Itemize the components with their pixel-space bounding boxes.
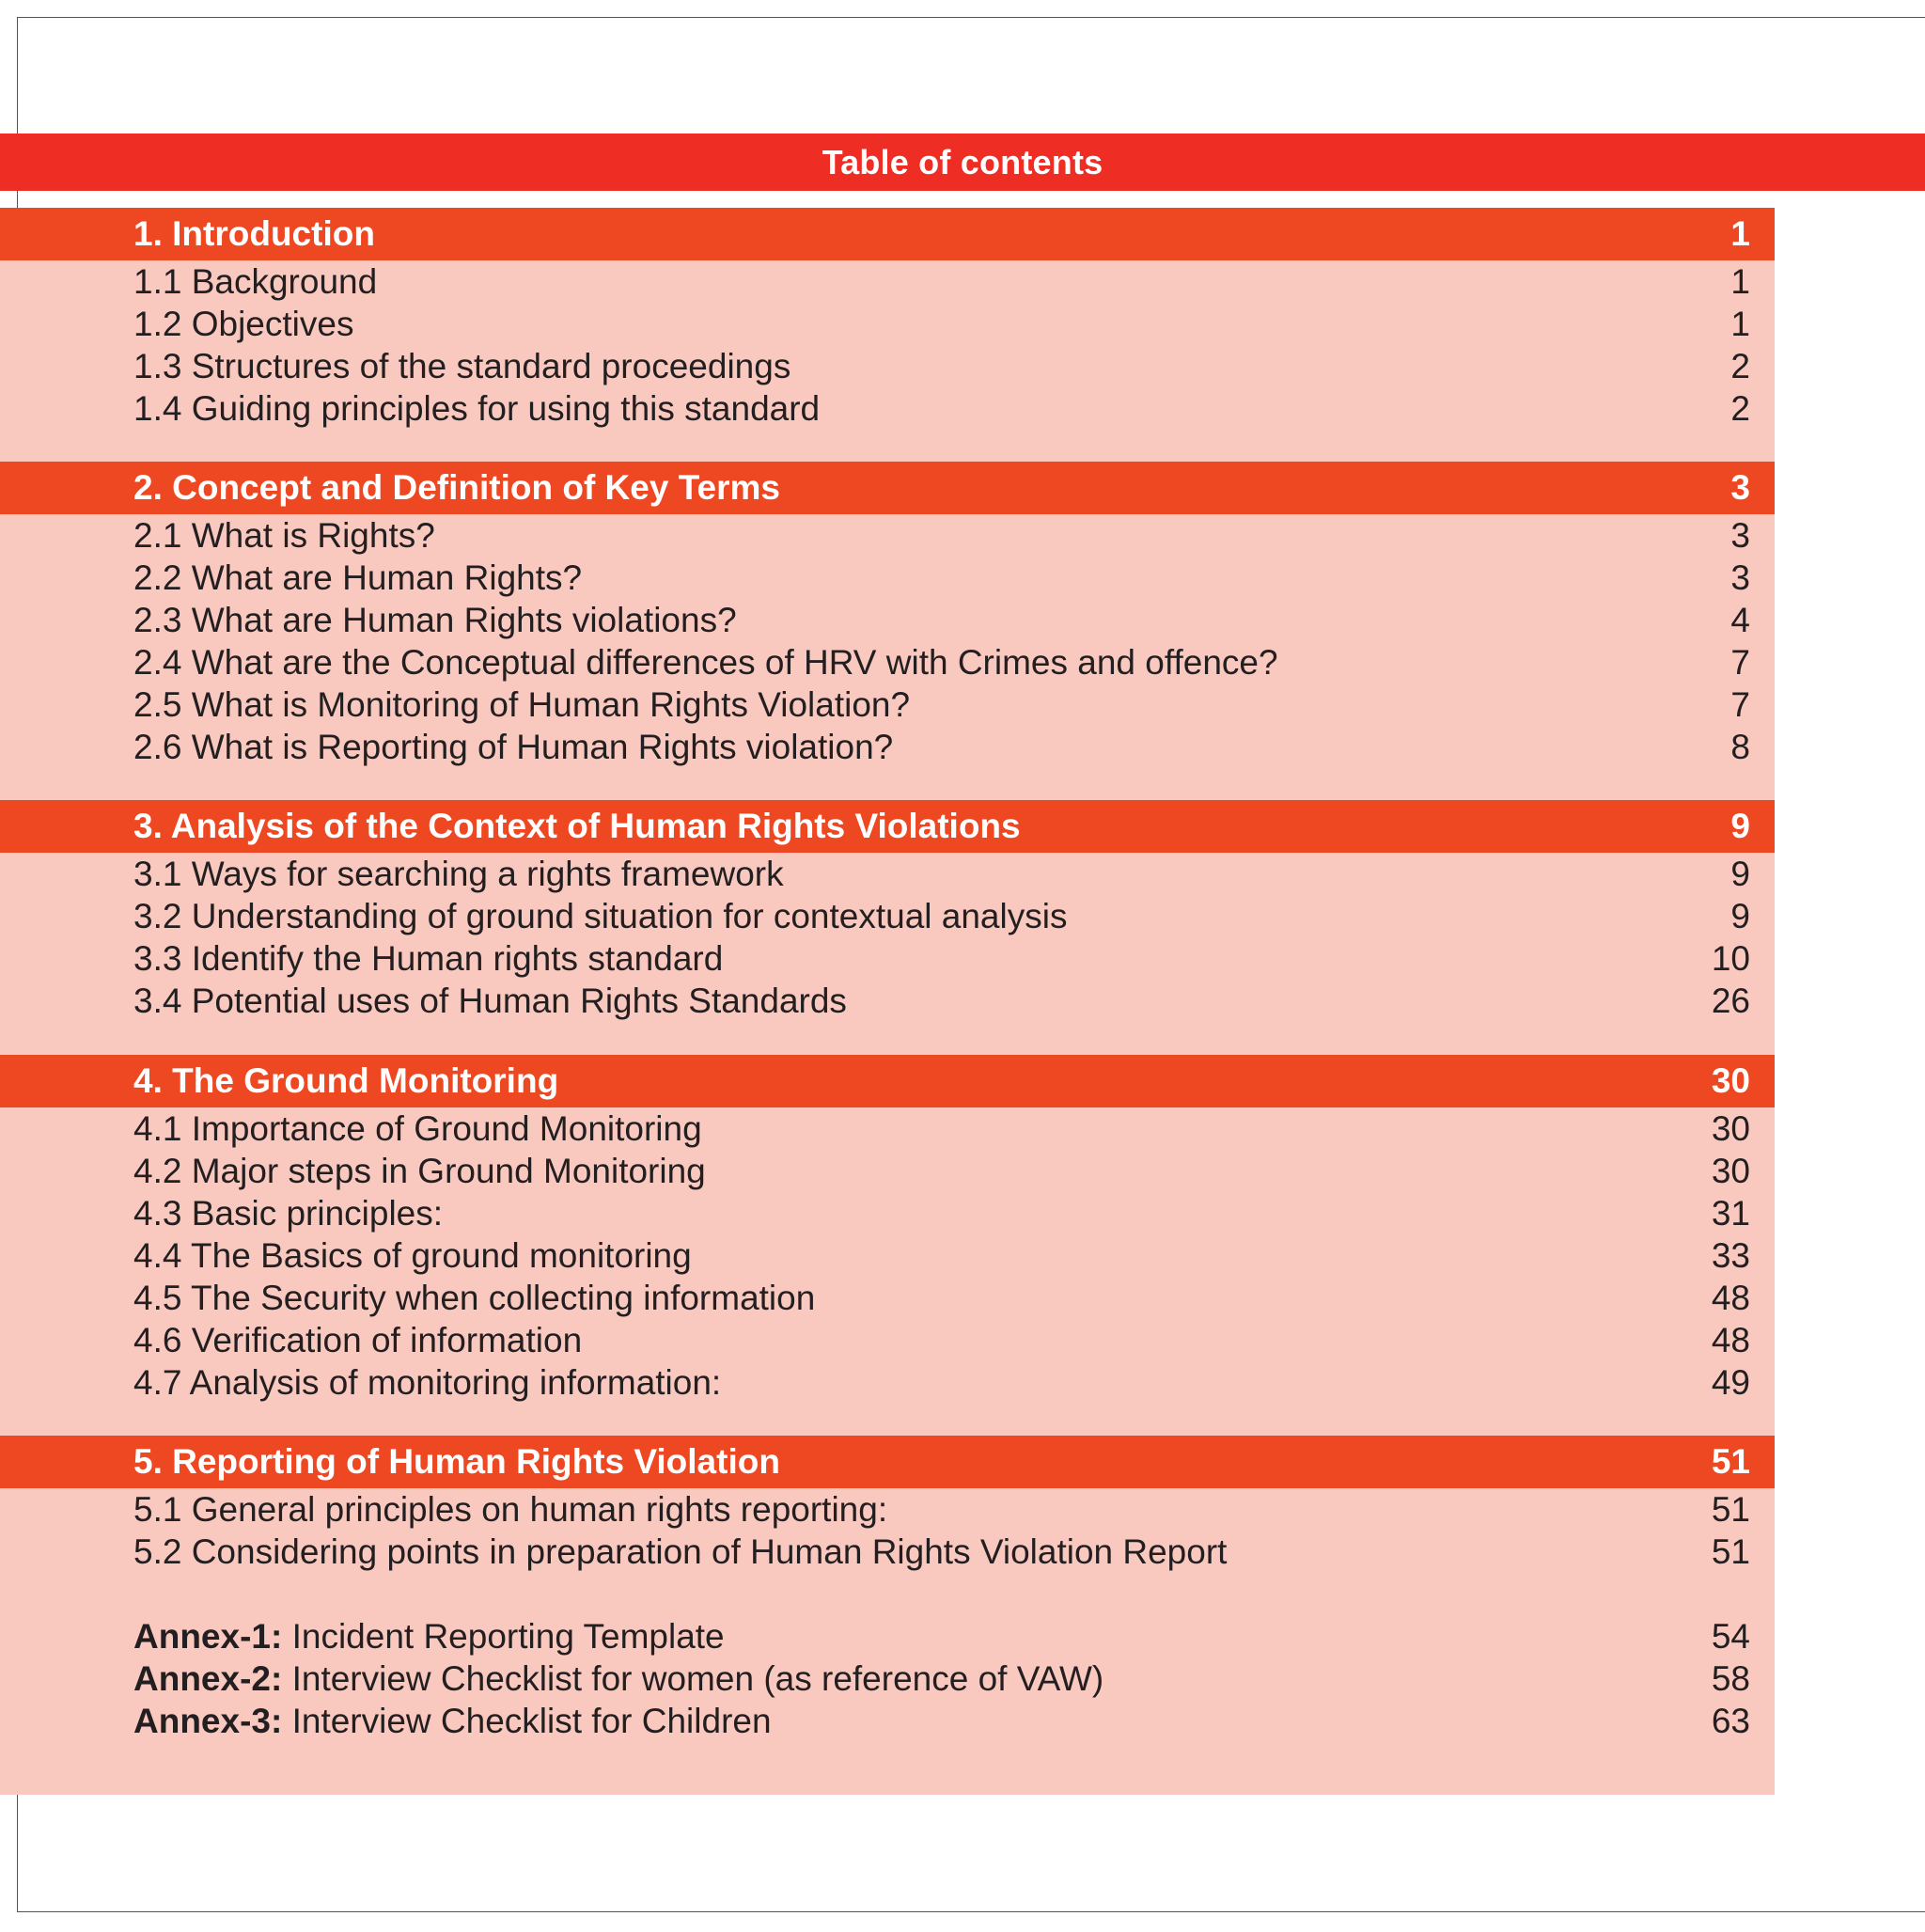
entry-label: 2.2 What are Human Rights?: [133, 558, 583, 597]
entry-label: 4.6 Verification of information: [133, 1320, 583, 1359]
toc-entry[interactable]: [0, 1277, 1775, 1319]
annex-entry[interactable]: [0, 1700, 1775, 1742]
entry-label: 2.3 What are Human Rights violations?: [133, 600, 737, 639]
annex-label-wrapper: [133, 1702, 772, 1741]
toc-entry[interactable]: [0, 514, 1775, 557]
toc-entry[interactable]: [0, 1234, 1775, 1277]
toc-entry[interactable]: [0, 1192, 1775, 1234]
annex-label-wrapper: [133, 1659, 1103, 1699]
toc-section-introduction: [0, 208, 1775, 430]
annex-title: Incident Reporting Template: [291, 1616, 725, 1656]
entry-label: 1.4 Guiding principles for using this standard: [133, 388, 821, 428]
entry-page-number: 4: [1730, 600, 1750, 639]
section-page-number: 9: [1730, 807, 1750, 845]
entry-page-number: 48: [1711, 1278, 1750, 1317]
toc-entry[interactable]: [0, 260, 1775, 303]
entry-page-number: 8: [1730, 727, 1750, 766]
entry-page-number: 63: [1711, 1701, 1750, 1740]
toc-entry[interactable]: [0, 1319, 1775, 1361]
toc-entry[interactable]: [0, 1361, 1775, 1404]
section-title: 4. The Ground Monitoring: [133, 1061, 559, 1100]
toc-entry[interactable]: [0, 303, 1775, 345]
section-heading[interactable]: [0, 208, 1775, 260]
entry-label: 2.4 What are the Conceptual differences of HRV with Crimes and offence?: [133, 642, 1278, 682]
entry-page-number: 7: [1730, 684, 1750, 724]
section-heading[interactable]: [0, 1055, 1775, 1107]
entry-page-number: 48: [1711, 1320, 1750, 1359]
annex-title: Interview Checklist for Children: [291, 1701, 772, 1740]
section-title: 5. Reporting of Human Rights Violation: [133, 1442, 780, 1481]
section-title: 3. Analysis of the Context of Human Rights Violations: [133, 807, 1021, 845]
entry-page-number: 1: [1730, 261, 1750, 301]
entry-label: 1.3 Structures of the standard proceedings: [133, 346, 791, 385]
annex-name: Annex-1:: [133, 1616, 283, 1656]
entry-page-number: 9: [1730, 854, 1750, 893]
toc-section-ground-monitoring: [0, 1055, 1775, 1404]
toc-section-context-analysis: [0, 800, 1775, 1022]
page-title: Table of contents: [822, 142, 1103, 181]
annex-entry[interactable]: [0, 1657, 1775, 1700]
entry-page-number: 3: [1730, 515, 1750, 555]
toc-entry[interactable]: [0, 345, 1775, 387]
entry-page-number: 1: [1730, 304, 1750, 343]
section-page-number: 51: [1711, 1442, 1750, 1481]
entry-page-number: 31: [1711, 1193, 1750, 1233]
section-page-number: 30: [1711, 1061, 1750, 1100]
entry-label: 1.1 Background: [133, 261, 378, 301]
annex-name: Annex-3:: [133, 1701, 283, 1740]
toc-entry[interactable]: [0, 937, 1775, 980]
entry-label: 1.2 Objectives: [133, 304, 354, 343]
toc-entry[interactable]: [0, 387, 1775, 430]
entry-page-number: 51: [1711, 1489, 1750, 1529]
entry-label: 3.3 Identify the Human rights standard: [133, 938, 724, 978]
annex-entry[interactable]: [0, 1615, 1775, 1657]
toc-entry[interactable]: [0, 599, 1775, 641]
toc-entry[interactable]: [0, 1488, 1775, 1531]
toc-entry[interactable]: [0, 557, 1775, 599]
entry-page-number: 33: [1711, 1235, 1750, 1275]
entry-page-number: 26: [1711, 981, 1750, 1020]
entry-label: 4.4 The Basics of ground monitoring: [133, 1235, 692, 1275]
toc-entry[interactable]: [0, 1107, 1775, 1150]
section-heading[interactable]: [0, 800, 1775, 853]
section-title: 1. Introduction: [133, 214, 375, 253]
toc-entry[interactable]: [0, 683, 1775, 726]
entry-page-number: 10: [1711, 938, 1750, 978]
entry-label: 2.5 What is Monitoring of Human Rights Violation?: [133, 684, 911, 724]
entry-label: 4.3 Basic principles:: [133, 1193, 444, 1233]
section-page-number: 3: [1730, 468, 1750, 507]
entry-page-number: 58: [1711, 1658, 1750, 1698]
entry-page-number: 2: [1730, 346, 1750, 385]
entry-label: 5.2 Considering points in preparation of Human Rights Violation Report: [133, 1531, 1228, 1571]
section-title: 2. Concept and Definition of Key Terms: [133, 468, 781, 507]
section-page-number: 1: [1730, 214, 1750, 253]
entry-label: 4.5 The Security when collecting information: [133, 1278, 816, 1317]
annex-name: Annex-2:: [133, 1658, 283, 1698]
entry-page-number: 51: [1711, 1531, 1750, 1571]
entry-page-number: 3: [1730, 558, 1750, 597]
entry-page-number: 49: [1711, 1362, 1750, 1402]
annex-label-wrapper: [133, 1617, 725, 1657]
toc-entry[interactable]: [0, 1531, 1775, 1573]
toc-annexes: [0, 1615, 1775, 1742]
section-heading[interactable]: [0, 462, 1775, 514]
entry-label: 2.1 What is Rights?: [133, 515, 435, 555]
toc-section-reporting: [0, 1436, 1775, 1573]
entry-page-number: 30: [1711, 1151, 1750, 1190]
toc-section-key-terms: [0, 462, 1775, 768]
entry-label: 5.1 General principles on human rights reporting:: [133, 1489, 888, 1529]
entry-page-number: 54: [1711, 1616, 1750, 1656]
toc-entry[interactable]: [0, 1150, 1775, 1192]
annex-title: Interview Checklist for women (as reference of VAW): [291, 1658, 1104, 1698]
toc-entry[interactable]: [0, 895, 1775, 937]
entry-page-number: 7: [1730, 642, 1750, 682]
entry-label: 3.2 Understanding of ground situation for contextual analysis: [133, 896, 1068, 935]
toc-entry[interactable]: [0, 980, 1775, 1022]
entry-page-number: 2: [1730, 388, 1750, 428]
entry-page-number: 30: [1711, 1108, 1750, 1148]
toc-header-band: [0, 134, 1925, 191]
toc-entry[interactable]: [0, 726, 1775, 768]
toc-entry[interactable]: [0, 853, 1775, 895]
entry-label: 3.1 Ways for searching a rights framework: [133, 854, 784, 893]
entry-label: 3.4 Potential uses of Human Rights Standards: [133, 981, 847, 1020]
entry-label: 4.2 Major steps in Ground Monitoring: [133, 1151, 706, 1190]
entry-label: 4.7 Analysis of monitoring information:: [133, 1362, 722, 1402]
entry-page-number: 9: [1730, 896, 1750, 935]
section-heading[interactable]: [0, 1436, 1775, 1488]
entry-label: 4.1 Importance of Ground Monitoring: [133, 1108, 702, 1148]
toc-entry[interactable]: [0, 641, 1775, 683]
entry-label: 2.6 What is Reporting of Human Rights violation?: [133, 727, 894, 766]
